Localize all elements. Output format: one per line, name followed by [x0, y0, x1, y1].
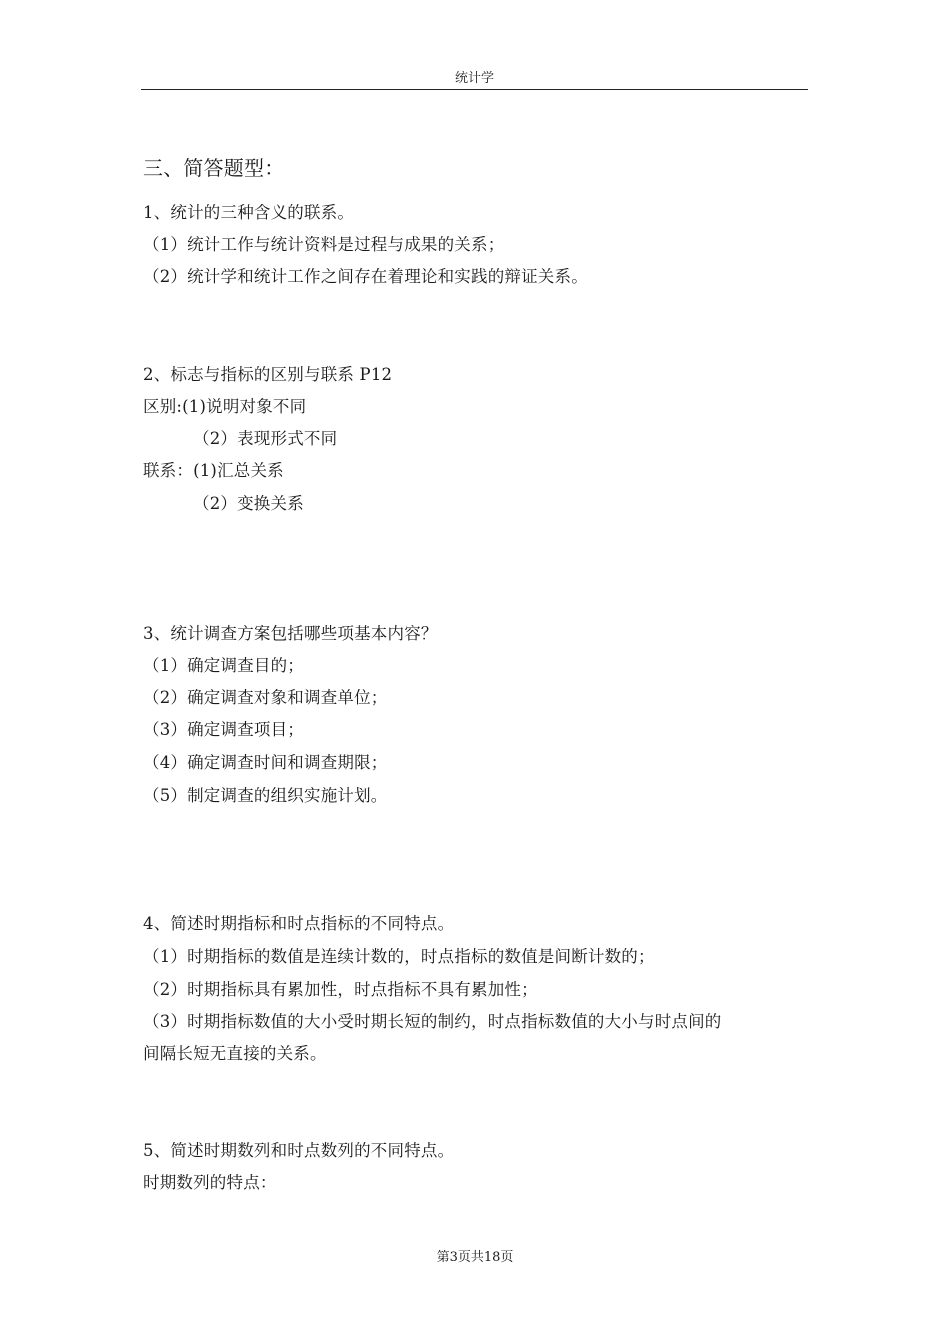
- question-1-title: 1、统计的三种含义的联系。: [143, 203, 355, 222]
- page-header: 统计学: [141, 70, 808, 90]
- question-3-item: （5）制定调查的组织实施计划。: [143, 786, 388, 805]
- question-2-title: 2、标志与指标的区别与联系 P12: [143, 365, 393, 384]
- section-title: 三、简答题型：: [143, 156, 285, 180]
- question-2-line: 联系：(1)汇总关系: [143, 461, 284, 480]
- question-2-line: （2）变换关系: [193, 494, 304, 513]
- question-4-title: 4、简述时期指标和时点指标的不同特点。: [143, 914, 455, 933]
- question-3-item: （1）确定调查目的；: [143, 656, 304, 675]
- question-5-subtitle: 时期数列的特点：: [143, 1173, 277, 1192]
- question-5-title: 5、简述时期数列和时点数列的不同特点。: [143, 1141, 455, 1160]
- question-3-item: （4）确定调查时间和调查期限；: [143, 753, 388, 772]
- question-1-item: （1）统计工作与统计资料是过程与成果的关系；: [143, 235, 505, 254]
- question-1-item: （2）统计学和统计工作之间存在着理论和实践的辩证关系。: [143, 267, 588, 286]
- question-4-item: （2）时期指标具有累加性，时点指标不具有累加性；: [143, 980, 538, 999]
- question-2-line: 区别:(1)说明对象不同: [143, 397, 307, 416]
- question-3-item: （2）确定调查对象和调查单位；: [143, 688, 388, 707]
- question-2-line: （2）表现形式不同: [193, 429, 338, 448]
- question-4-item: （1）时期指标的数值是连续计数的，时点指标的数值是间断计数的；: [143, 947, 655, 966]
- question-4-item-continuation: 间隔长短无直接的关系。: [143, 1044, 327, 1063]
- question-4-item: （3）时期指标数值的大小受时期长短的制约，时点指标数值的大小与时点间的: [143, 1012, 722, 1031]
- page-number: 第3页共18页: [436, 1250, 514, 1265]
- question-3-title: 3、统计调查方案包括哪些项基本内容？: [143, 624, 438, 643]
- question-3-item: （3）确定调查项目；: [143, 720, 304, 739]
